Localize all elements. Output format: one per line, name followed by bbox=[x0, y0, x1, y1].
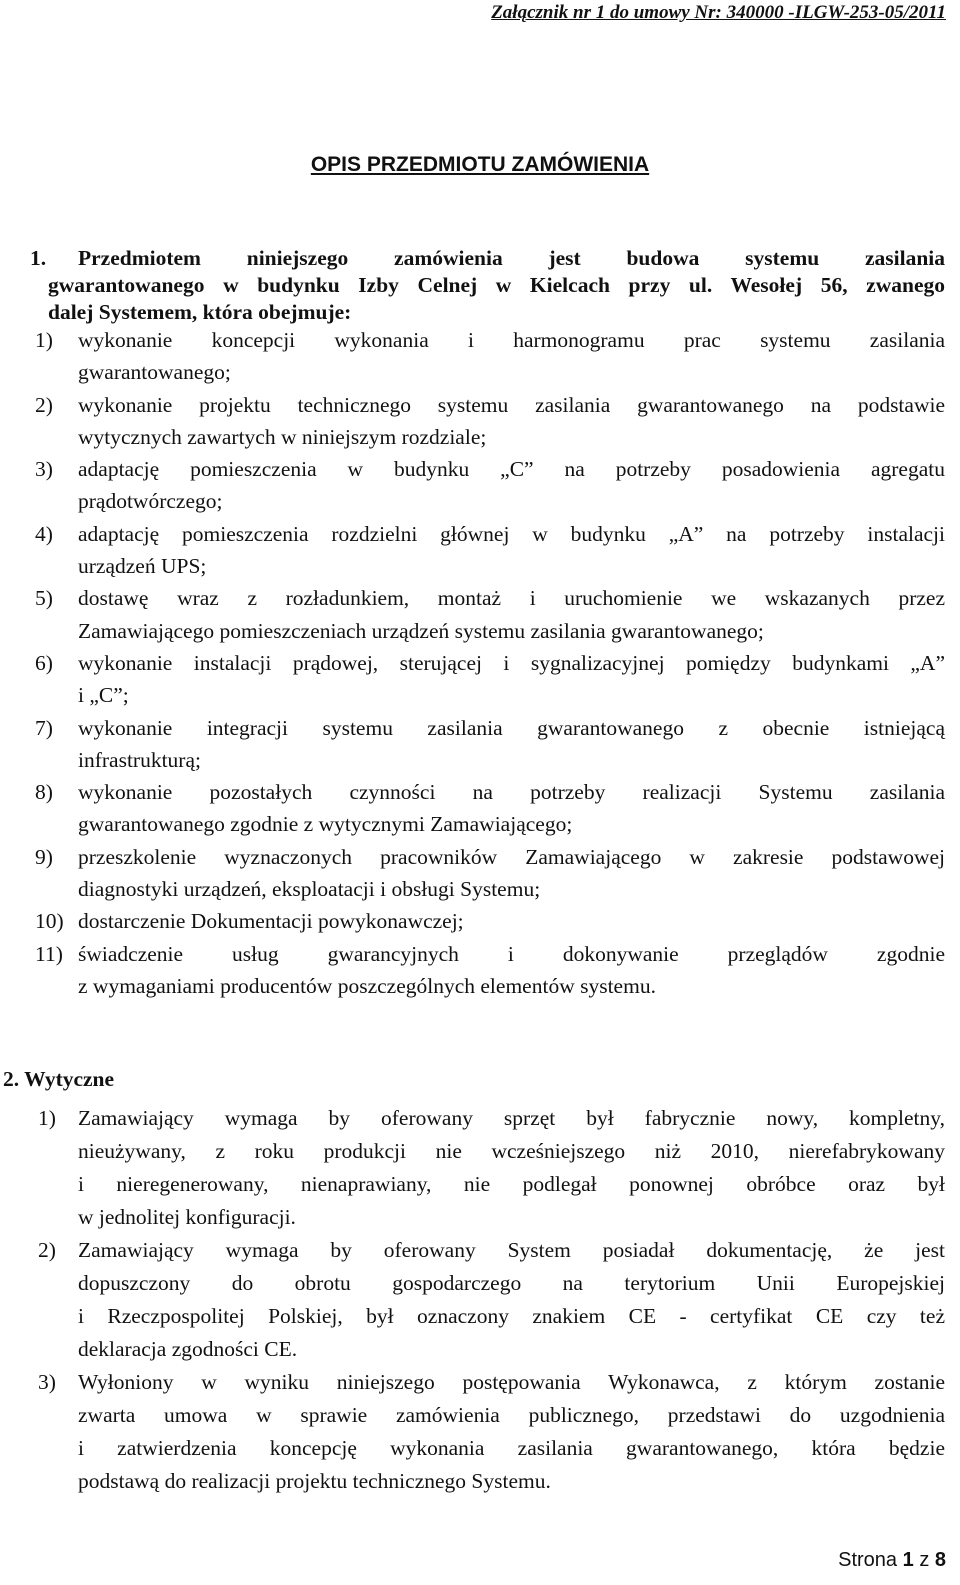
list-item-line: wykonanie pozostałych czynności na potrzeby realizacji Systemu zasilania bbox=[78, 780, 945, 805]
list-item-line: urządzeń UPS; bbox=[78, 554, 207, 579]
list-item-number: 2) bbox=[35, 392, 53, 417]
list-item-line: Zamawiający wymaga by oferowany System posiadał dokumentację, że jest bbox=[78, 1238, 945, 1262]
list-item-number: 2) bbox=[38, 1238, 56, 1262]
list-item-number: 10) bbox=[35, 909, 64, 934]
list-item-line: prądotwórczego; bbox=[78, 489, 223, 514]
list-item-line: Zamawiający wymaga by oferowany sprzęt był fabrycznie nowy, kompletny, bbox=[78, 1106, 945, 1130]
list-item-line: w jednolitej konfiguracji. bbox=[78, 1205, 296, 1229]
list-item-line: gwarantowanego zgodnie z wytycznymi Zamawiającego; bbox=[78, 812, 573, 837]
list-item-number: 11) bbox=[35, 941, 63, 966]
list-item-line: adaptację pomieszczenia w budynku „C” na potrzeby posadowienia agregatu bbox=[78, 457, 945, 482]
list-item-number: 4) bbox=[35, 521, 53, 546]
page-total: 8 bbox=[934, 1549, 946, 1571]
section-1-line: gwarantowanego w budynku Izby Celnej w Kielcach przy ul. Wesołej 56, zwanego bbox=[48, 273, 945, 297]
list-item-line: Zamawiającego pomieszczeniach urządzeń systemu zasilania gwarantowanego; bbox=[78, 618, 764, 643]
attachment-header: Załącznik nr 1 do umowy Nr: 340000 -ILGW-253-05/2011 bbox=[491, 2, 946, 23]
list-item-number: 6) bbox=[35, 651, 53, 675]
list-item-line: wykonanie koncepcji wykonania i harmonogramu prac systemu zasilania bbox=[78, 328, 945, 352]
list-item-line: i „C”; bbox=[78, 683, 129, 708]
section-1-line: dalej Systemem, która obejmuje: bbox=[48, 300, 352, 324]
list-item-number: 3) bbox=[35, 457, 53, 482]
list-item-line: wytycznych zawartych w niniejszym rozdziale; bbox=[78, 424, 487, 449]
list-item-line: deklaracja zgodności CE. bbox=[78, 1337, 298, 1361]
list-item-line: i zatwierdzenia koncepcję wykonania zasilania gwarantowanego, która będzie bbox=[78, 1436, 945, 1460]
list-item-line: i nieregenerowany, nienaprawiany, nie podlegał ponownej obróbce oraz był bbox=[78, 1172, 945, 1196]
section-1-number: 1. bbox=[30, 246, 47, 270]
list-item-line: i Rzeczpospolitej Polskiej, był oznaczony znakiem CE - certyfikat CE czy też bbox=[78, 1304, 945, 1328]
list-item-number: 1) bbox=[38, 1106, 56, 1130]
list-item-line: z wymaganiami producentów poszczególnych elementów systemu. bbox=[78, 973, 656, 998]
list-item-line: diagnostyki urządzeń, eksploatacji i obsługi Systemu; bbox=[78, 877, 541, 902]
list-item-line: zwarta umowa w sprawie zamówienia publicznego, przedstawi do uzgodnienia bbox=[78, 1403, 945, 1427]
page-separator: z bbox=[919, 1549, 930, 1571]
list-item-line: wykonanie integracji systemu zasilania gwarantowanego z obecnie istniejącą bbox=[78, 715, 945, 740]
list-item-line: przeszkolenie wyznaczonych pracowników Zamawiającego w zakresie podstawowej bbox=[78, 844, 945, 869]
list-item-line: dostarczenie Dokumentacji powykonawczej; bbox=[78, 909, 464, 934]
list-item-line: infrastrukturą; bbox=[78, 747, 201, 772]
list-item-number: 5) bbox=[35, 586, 53, 611]
page-label: Strona bbox=[838, 1549, 898, 1571]
list-item-line: podstawą do realizacji projektu technicznego Systemu. bbox=[78, 1469, 551, 1493]
list-item-line: wykonanie instalacji prądowej, sterującej i sygnalizacyjnej pomiędzy budynkami „A” bbox=[78, 651, 945, 675]
section-1-line: Przedmiotem niniejszego zamówienia jest budowa systemu zasilania bbox=[78, 246, 945, 270]
list-item-number: 8) bbox=[35, 780, 53, 805]
list-item-number: 7) bbox=[35, 715, 53, 740]
list-item-line: Wyłoniony w wyniku niniejszego postępowania Wykonawca, z którym zostanie bbox=[78, 1370, 945, 1394]
list-item-line: dopuszczony do obrotu gospodarczego na terytorium Unii Europejskiej bbox=[78, 1271, 945, 1295]
document-title: OPIS PRZEDMIOTU ZAMÓWIENIA bbox=[310, 153, 650, 176]
list-item-line: wykonanie projektu technicznego systemu zasilania gwarantowanego na podstawie bbox=[78, 392, 945, 417]
list-item-line: świadczenie usług gwarancyjnych i dokonywanie przeglądów zgodnie bbox=[78, 941, 945, 966]
list-item-number: 1) bbox=[35, 328, 53, 352]
list-item-line: adaptację pomieszczenia rozdzielni głównej w budynku „A” na potrzeby instalacji bbox=[78, 521, 945, 546]
section-2-heading: 2. Wytyczne bbox=[3, 1067, 115, 1091]
list-item-line: gwarantowanego; bbox=[78, 360, 231, 385]
list-item-line: nieużywany, z roku produkcji nie wcześniejszego niż 2010, nierefabrykowany bbox=[78, 1139, 945, 1163]
list-item-line: dostawę wraz z rozładunkiem, montaż i uruchomienie we wskazanych przez bbox=[78, 586, 945, 611]
page-number bbox=[838, 1549, 946, 1572]
list-item-number: 3) bbox=[38, 1370, 56, 1394]
page-current: 1 bbox=[902, 1549, 914, 1571]
list-item-number: 9) bbox=[35, 844, 53, 869]
